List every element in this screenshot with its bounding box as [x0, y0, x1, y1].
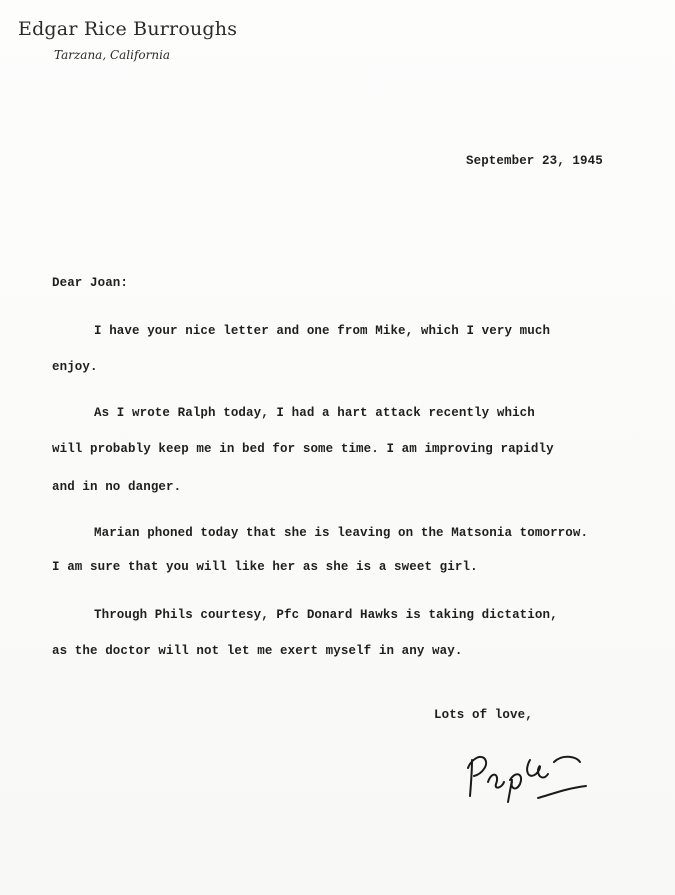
letterhead-location: Tarzana, California [54, 48, 171, 62]
paragraph-line: Through Phils courtesy, Pfc Donard Hawks is taking dictation, [94, 608, 558, 622]
paragraph-line: As I wrote Ralph today, I had a hart attack recently which [94, 406, 535, 420]
paragraph-line: I am sure that you will like her as she is a sweet girl. [52, 560, 478, 574]
paragraph-line: I have your nice letter and one from Mike, which I very much [94, 324, 551, 338]
paragraph-line: as the doctor will not let me exert myself in any way. [52, 644, 463, 658]
paragraph-line: enjoy. [52, 360, 98, 374]
handwritten-signature [458, 740, 598, 810]
paragraph-line: will probably keep me in bed for some time. I am improving rapidly [52, 442, 554, 456]
paragraph-line: Marian phoned today that she is leaving on the Matsonia tomorrow. [94, 526, 589, 540]
letter-date: September 23, 1945 [466, 154, 603, 168]
paragraph-line: and in no danger. [52, 480, 182, 494]
salutation: Dear Joan: [52, 276, 129, 290]
closing: Lots of love, [434, 708, 533, 722]
letterhead-name: Edgar Rice Burroughs [18, 18, 238, 40]
